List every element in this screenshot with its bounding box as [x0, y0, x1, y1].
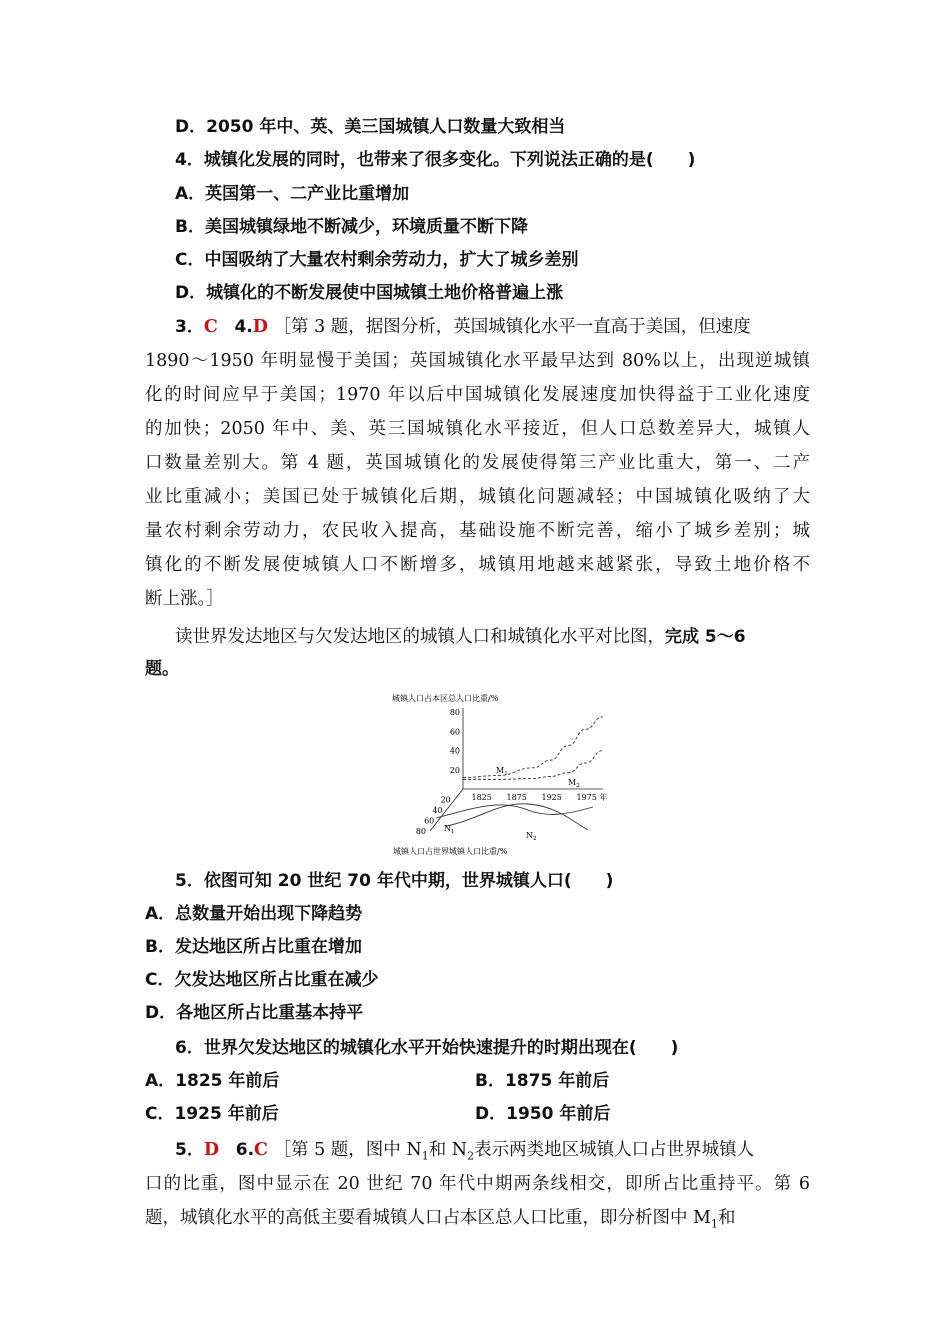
q5-option-b: B．发达地区所占比重在增加	[145, 937, 362, 957]
q6-option-c: C．1925 年前后	[145, 1104, 279, 1124]
q6-option-d: D．1950 年前后	[475, 1104, 611, 1124]
answer-34-first-line: 3．C 4.D ［第 3 题，据图分析，英国城镇化水平一直高于美国，但速度	[175, 317, 751, 337]
series-n1-line	[436, 805, 593, 818]
q4-stem: 4．城镇化发展的同时，也带来了很多变化。下列说法正确的是( )	[175, 150, 696, 170]
label-m2: $M_2$	[568, 778, 580, 789]
q4-option-b: B．美国城镇绿地不断减少，环境质量不断下降	[175, 217, 528, 237]
y-tick-label: 60	[449, 727, 460, 737]
answer-56-first-line: 5．D 6.C ［第 5 题，图中 $N_1$和 $N_2$表示两类地区城镇人口占世界城镇人	[175, 1140, 755, 1163]
x-tick-label: 1825	[471, 793, 492, 802]
q6-option-row-2	[145, 1097, 810, 1131]
q6-stem: 6．世界欠发达地区的城镇化水平开始快速提升的时期出现在( )	[175, 1038, 679, 1058]
y-tick-label: 80	[449, 708, 460, 717]
label-m1: $M_1$	[496, 766, 508, 777]
answer-34-line: 业比重减小；美国已处于城镇化后期，城镇化问题减轻；中国城镇化吸纳了大	[145, 487, 810, 507]
q4-option-a: A．英国第一、二产业比重增加	[175, 184, 410, 204]
answer-34-line: 镇化的不断发展使城镇人口不断增多，城镇用地越来越紧张，导致土地价格不	[145, 555, 810, 575]
label-n1: $N_1$	[444, 824, 455, 835]
answer-56-line: 题，城镇化水平的高低主要看城镇人口占本区总人口比重，即分析图中 $M_1$和	[145, 1208, 736, 1231]
answer-34-line: 量农村剩余劳动力，农民收入提高，基础设施不断完善，缩小了城乡差别；城	[145, 521, 810, 541]
chart-bottom-label: 城镇人口占世界城镇人口比重/%	[393, 847, 508, 856]
urbanization-comparison-chart	[388, 690, 620, 858]
q6-option-b: B．1875 年前后	[475, 1071, 610, 1091]
y-tick-label: 40	[449, 746, 460, 756]
q4-option-d: D．城镇化的不断发展使中国城镇土地价格普遍上涨	[175, 283, 564, 303]
series-n2-line	[446, 804, 588, 830]
answer-56-line: 口的比重，图中显示在 20 世纪 70 年代中期两条线相交，即所占比重持平。第 6	[145, 1174, 810, 1194]
lower-tick-label: 20	[440, 795, 451, 805]
q6-option-row-1	[145, 1064, 810, 1098]
answer-34-line: 1890～1950 年明显慢于美国；英国城镇化水平最早达到 80%以上，出现逆城镇	[145, 351, 810, 371]
q5-option-d: D．各地区所占比重基本持平	[145, 1003, 364, 1023]
chart-title: 城镇人口占本区总人口比重/%	[392, 694, 499, 703]
label-n2: $N_2$	[526, 831, 537, 842]
answer-4: D	[252, 317, 268, 337]
answer-5: D	[203, 1140, 220, 1160]
x-tick-label: 1875	[506, 793, 527, 802]
series-m2-line	[463, 751, 603, 780]
q5-option-a: A．总数量开始出现下降趋势	[145, 904, 363, 924]
intro-5-6-end: 题。	[145, 659, 179, 679]
q5-option-c: C．欠发达地区所占比重在减少	[145, 970, 379, 990]
q5-stem: 5．依图可知 20 世纪 70 年代中期，世界城镇人口( )	[175, 871, 614, 891]
answer-34-last-line: 断上涨。］	[145, 589, 224, 609]
lower-tick-label: 60	[424, 816, 435, 826]
intro-5-6: 读世界发达地区与欠发达地区的城镇人口和城镇化水平对比图，完成 5～6	[175, 627, 746, 647]
q6-option-a: A．1825 年前后	[145, 1071, 280, 1091]
answer-6: C	[254, 1140, 268, 1160]
answer-3: C	[203, 317, 218, 337]
x-tick-label: 1975 年	[576, 793, 608, 802]
answer-34-line: 口数量差别大。第 4 题，英国城镇化的发展使得第三产业比重大，第一、二产	[145, 453, 810, 473]
q3-option-d: D．2050 年中、英、美三国城镇人口数量大致相当	[175, 117, 566, 137]
answer-34-line: 的加快；2050 年中、美、英三国城镇化水平接近，但人口总数差异大，城镇人	[145, 419, 810, 439]
lower-tick-label: 40	[432, 806, 443, 815]
lower-tick-label: 80	[415, 827, 426, 836]
y-tick-label: 20	[449, 765, 460, 775]
series-m1-line	[463, 717, 603, 778]
q4-option-c: C．中国吸纳了大量农村剩余劳动力，扩大了城乡差别	[175, 250, 579, 270]
x-tick-label: 1925	[541, 793, 562, 802]
answer-34-line: 化的时间应早于美国；1970 年以后中国城镇化发展速度加快得益于工业化速度	[145, 385, 810, 405]
